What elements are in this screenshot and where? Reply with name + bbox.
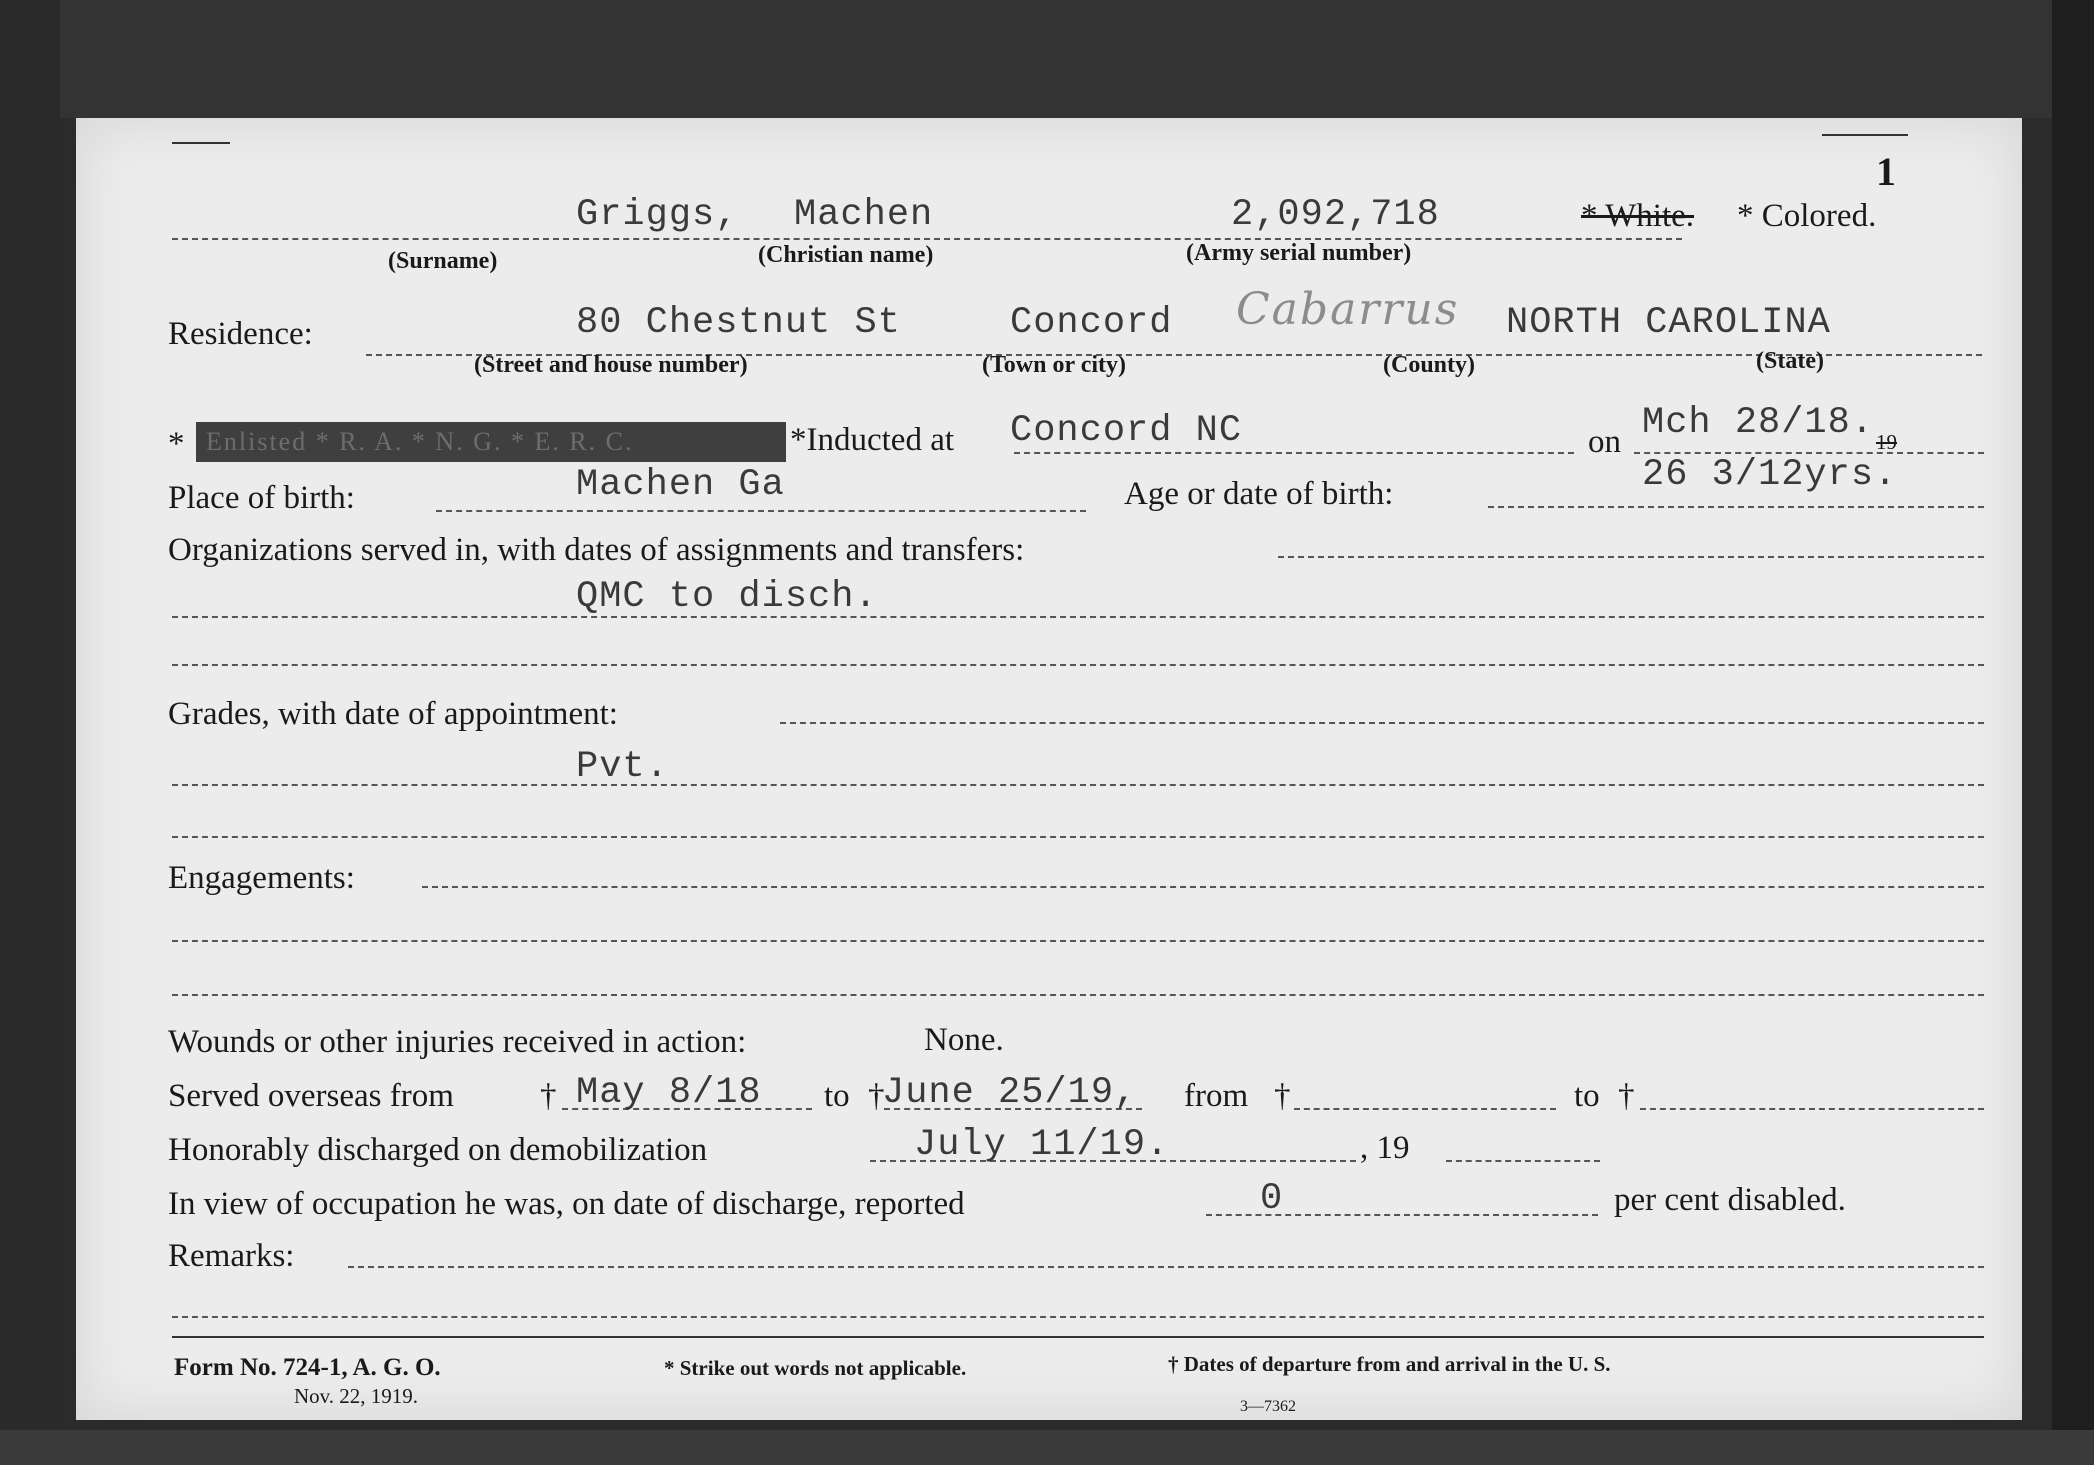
overseas-to-dagger: † xyxy=(868,1078,885,1114)
town-value: Concord xyxy=(1010,302,1173,344)
place-of-birth-label: Place of birth: xyxy=(168,480,355,516)
race-white-struck: * White. xyxy=(1581,198,1695,234)
overseas-to-label-2: to xyxy=(1574,1078,1600,1114)
christian-name-value: Machen xyxy=(794,194,934,236)
inducted-year-prefix: 19 xyxy=(1876,430,1897,454)
form-date: Nov. 22, 1919. xyxy=(294,1384,419,1408)
overseas-label: Served overseas from xyxy=(168,1078,454,1114)
top-right-rule xyxy=(1822,134,1908,136)
race-colored: * Colored. xyxy=(1737,198,1877,234)
organizations-line-3 xyxy=(172,664,1984,666)
footnote-strike: * Strike out words not applicable. xyxy=(664,1356,967,1380)
grades-line-2 xyxy=(172,784,1984,786)
inducted-place-line xyxy=(1014,452,1574,454)
wounds-value: None. xyxy=(924,1022,1004,1058)
organizations-label: Organizations served in, with dates of assignments and transfers: xyxy=(168,532,1025,568)
organizations-line-2 xyxy=(172,616,1984,618)
grades-line-1 xyxy=(780,722,1984,724)
grades-label: Grades, with date of appointment: xyxy=(168,696,618,732)
age-label: Age or date of birth: xyxy=(1124,476,1394,512)
discharged-year-label: , 19 xyxy=(1360,1130,1410,1166)
overseas-to-dagger-2: † xyxy=(1618,1078,1635,1114)
remarks-line-2 xyxy=(172,1316,1984,1318)
overseas-to-label: to xyxy=(824,1078,850,1114)
overseas-from-dagger-2: † xyxy=(1274,1078,1291,1114)
overseas-from-label-2: from xyxy=(1184,1078,1249,1114)
remarks-line-1 xyxy=(348,1266,1984,1268)
state-caption: (State) xyxy=(1756,348,1824,374)
surname-value: Griggs, xyxy=(576,194,739,236)
form-number: Form No. 724-1, A. G. O. xyxy=(174,1354,441,1381)
disabled-value: 0 xyxy=(1260,1178,1284,1220)
name-line xyxy=(172,238,1682,240)
engagements-line-1 xyxy=(422,886,1984,888)
overseas-from-value: May 8/18 xyxy=(576,1072,762,1114)
inducted-label: *Inducted at xyxy=(790,422,955,458)
footnote-dates: † Dates of departure from and arrival in the U. S. xyxy=(1168,1352,1611,1376)
overseas-to-line-2 xyxy=(1640,1108,1984,1110)
county-caption: (County) xyxy=(1383,352,1476,378)
scanner-background-top xyxy=(0,0,2094,118)
street-value: 80 Chestnut St xyxy=(576,302,901,344)
christian-name-caption: (Christian name) xyxy=(758,242,934,268)
top-left-rule xyxy=(172,142,230,144)
card-number: 1 xyxy=(1876,149,1896,194)
occupation-label: In view of occupation he was, on date of discharge, reported xyxy=(168,1186,965,1222)
inducted-place-value: Concord NC xyxy=(1010,410,1243,452)
discharged-year-line xyxy=(1446,1160,1600,1162)
enlisted-asterisk: * xyxy=(168,426,185,462)
street-caption: (Street and house number) xyxy=(474,352,748,378)
place-of-birth-line xyxy=(436,510,1086,512)
engagements-line-2 xyxy=(172,940,1984,942)
serial-number-caption: (Army serial number) xyxy=(1186,240,1412,266)
scanner-background-bottom xyxy=(0,1430,2094,1465)
scanner-background-left xyxy=(0,0,60,1465)
service-record-card xyxy=(76,118,2022,1420)
disabled-label: per cent disabled. xyxy=(1614,1182,1846,1218)
county-value-handwritten: Cabarrus xyxy=(1236,284,1460,335)
town-caption: (Town or city) xyxy=(982,352,1126,378)
engagements-line-3 xyxy=(172,994,1984,996)
organizations-value: QMC to disch. xyxy=(576,576,878,618)
state-value: NORTH CAROLINA xyxy=(1506,302,1831,344)
grades-value: Pvt. xyxy=(576,746,669,788)
serial-number-value: 2,092,718 xyxy=(1231,194,1440,236)
footer-rule xyxy=(172,1336,1984,1338)
overseas-from-line-2 xyxy=(1294,1108,1556,1110)
surname-caption: (Surname) xyxy=(388,248,498,274)
age-value: 26 3/12yrs. xyxy=(1642,454,1898,496)
enlisted-struck-text: Enlisted * R. A. * N. G. * E. R. C. xyxy=(206,427,634,456)
discharged-date-value: July 11/19. xyxy=(914,1124,1170,1166)
overseas-from-dagger: † xyxy=(540,1078,557,1114)
inducted-date-value: Mch 28/18. xyxy=(1642,402,1875,444)
overseas-to-value: June 25/19, xyxy=(882,1072,1138,1114)
print-code: 3—7362 xyxy=(1240,1398,1296,1415)
discharged-label: Honorably discharged on demobilization xyxy=(168,1132,708,1168)
place-of-birth-value: Machen Ga xyxy=(576,464,785,506)
enlisted-struck-out xyxy=(196,422,786,462)
residence-label: Residence: xyxy=(168,316,313,352)
grades-line-3 xyxy=(172,836,1984,838)
age-line xyxy=(1488,506,1984,508)
on-label: on xyxy=(1588,424,1621,460)
organizations-line-1 xyxy=(1278,556,1984,558)
engagements-label: Engagements: xyxy=(168,860,355,896)
wounds-label: Wounds or other injuries received in action: xyxy=(168,1024,747,1060)
scanner-background-right xyxy=(2052,0,2094,1465)
remarks-label: Remarks: xyxy=(168,1238,295,1274)
